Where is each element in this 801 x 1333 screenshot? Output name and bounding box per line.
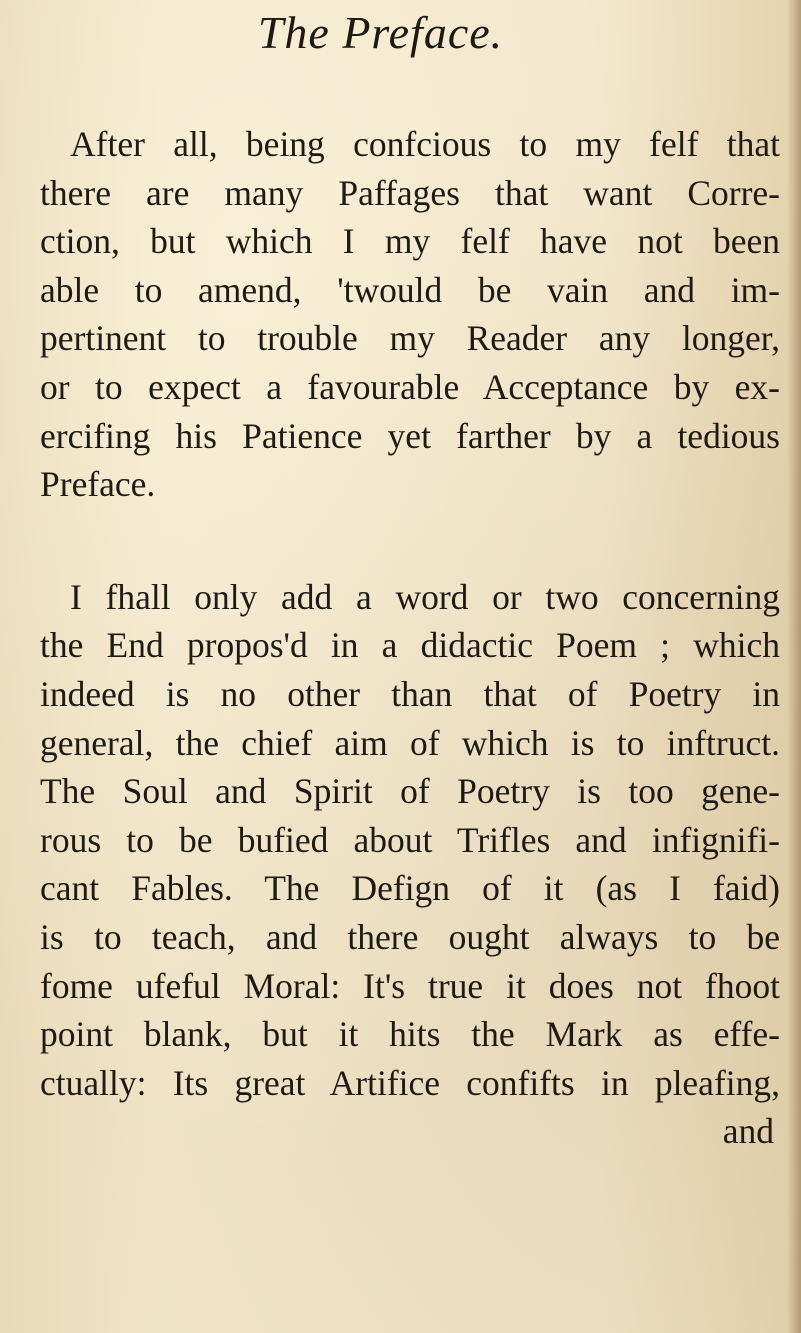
text-line: Preface. [40, 464, 156, 505]
text-line: fome ufeful Moral: It's true it does not fhoot [40, 965, 780, 1006]
text-line: ercifing his Patience yet farther by a tedious [40, 415, 780, 456]
catchword: and [722, 1111, 774, 1152]
text-line: The Soul and Spirit of Poetry is too gene- [40, 771, 780, 812]
text-line: After all, being confcious to my felf that [70, 124, 780, 164]
text-line: cant Fables. The Defign of it (as I faid) [40, 868, 780, 909]
text-line: the End propos'd in a didactic Poem ; which [40, 625, 780, 666]
text-line: there are many Paffages that want Corre- [40, 172, 780, 213]
running-head: The Preface. [257, 7, 504, 58]
text-line: ctually: Its great Artifice confifts in pleafing, [40, 1062, 780, 1103]
text-line: pertinent to trouble my Reader any longer, [40, 318, 780, 359]
paragraph-2 [40, 573, 780, 1156]
paragraph-1 [40, 120, 780, 509]
body-text [40, 120, 780, 1156]
text-line: ction, but which I my felf have not been [40, 221, 780, 262]
text-line: is to teach, and there ought always to be [40, 916, 780, 957]
paragraph-gap [40, 509, 780, 573]
page-edge-shadow [787, 0, 801, 1333]
page-header [0, 6, 801, 76]
text-line: rous to be bufied about Trifles and infignifi- [40, 819, 780, 860]
text-line: general, the chief aim of which is to inftruct. [40, 722, 780, 763]
text-line: I fhall only add a word or two concerning [70, 576, 780, 617]
text-line: point blank, but it hits the Mark as effe- [40, 1014, 780, 1055]
text-line: indeed is no other than that of Poetry in [40, 673, 780, 714]
text-line: able to amend, 'twould be vain and im- [40, 269, 780, 310]
text-line: or to expect a favourable Acceptance by ex- [40, 366, 780, 407]
